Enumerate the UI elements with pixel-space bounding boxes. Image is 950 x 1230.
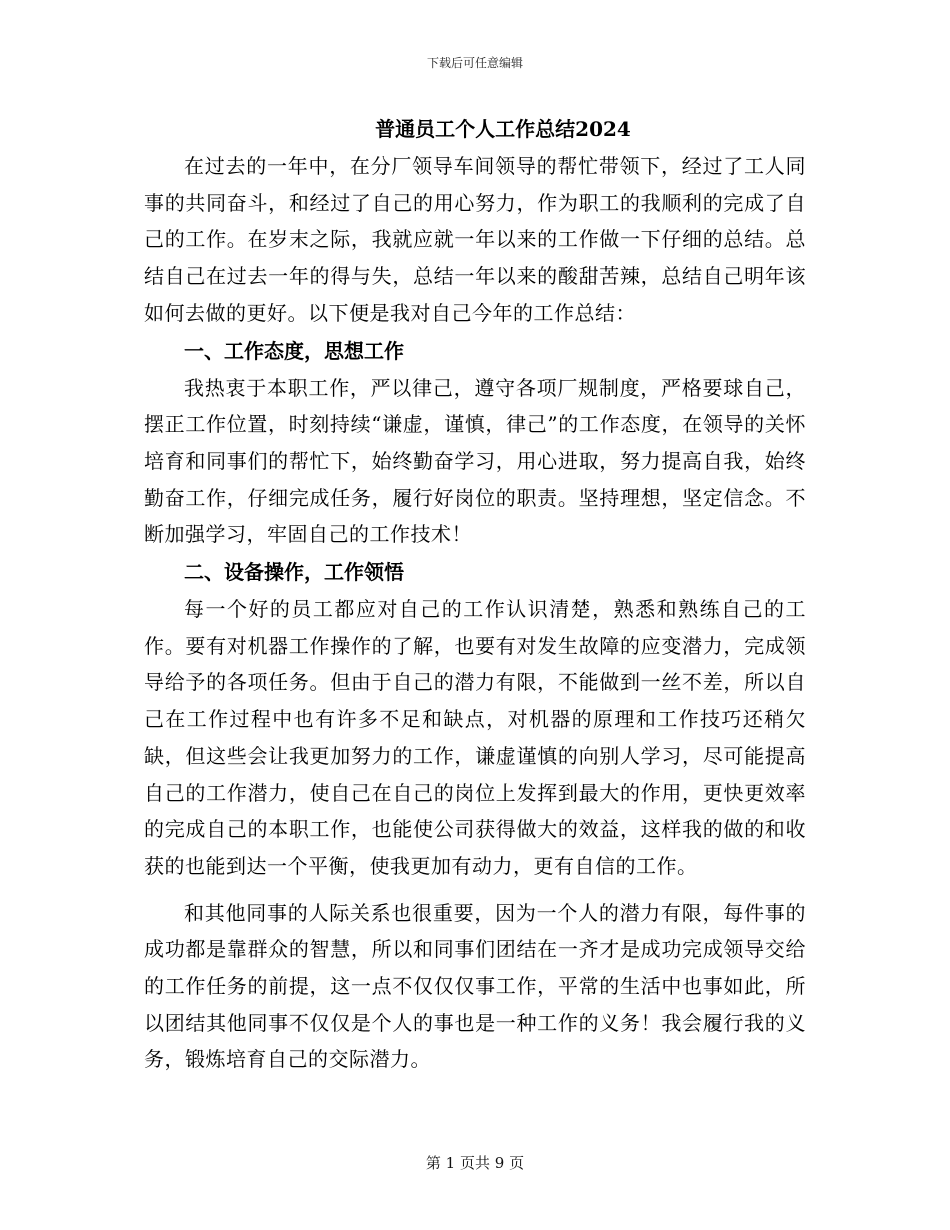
document-title: 普通员工个人工作总结2024 <box>375 117 631 141</box>
section-paragraph: 和其他同事的人际关系也很重要，因为一个人的潜力有限，每件事的成功都是靠群众的智慧，所以和同事们团结在一齐才是成功完成领导交给的工作任务的前提，这一点不仅仅仅事工作，平常的生活中也事如此，所以团结其他同事不仅仅是个人的事也是一种工作的义务！我会履行我的义务，锻炼培育自己的交际潜力。 <box>144 900 806 1072</box>
section-heading-work-attitude: 一、工作态度，思想工作 <box>184 338 404 363</box>
header-note: 下载后可任意编辑 <box>426 56 523 70</box>
intro-paragraph: 在过去的一年中，在分厂领导车间领导的帮忙带领下，经过了工人同事的共同奋斗，和经过了自己的用心努力，作为职工的我顺利的完成了自己的工作。在岁末之际，我就应就一年以来的工作做一下仔细的总结。总结自己在过去一年的得与失，总结一年以来的酸甜苦辣，总结自己明年该如何去做的更好。以下便是我对自己今年的工作总结： <box>144 154 806 325</box>
document-body <box>144 110 806 1078</box>
page-number: 第 1 页共 9 页 <box>425 1154 525 1172</box>
section-paragraph: 我热衷于本职工作，严以律己，遵守各项厂规制度，严格要球自己，摆正工作位置，时刻持续“谦虚，谨慎，律己”的工作态度，在领导的关怀培育和同事们的帮忙下，始终勤奋学习，用心进取，努力提高自我，始终勤奋工作，仔细完成任务，履行好岗位的职责。坚持理想，坚定信念。不断加强学习，牢固自己的工作技术！ <box>144 375 806 547</box>
section-heading-equipment-operation: 二、设备操作，工作领悟 <box>184 560 404 585</box>
section-paragraph: 每一个好的员工都应对自己的工作认识清楚，熟悉和熟练自己的工作。要有对机器工作操作的了解，也要有对发生故障的应变潜力，完成领导给予的各项任务。但由于自己的潜力有限，不能做到一丝不差，所以自己在工作过程中也有许多不足和缺点，对机器的原理和工作技巧还稍欠缺，但这些会让我更加努力的工作，谦虚谨慎的向别人学习，尽可能提高自己的工作潜力，使自己在自己的岗位上发挥到最大的作用，更快更效率的完成自己的本职工作，也能使公司获得做大的效益，这样我的做的和收获的也能到达一个平衡，使我更加有动力，更有自信的工作。 <box>144 597 806 878</box>
